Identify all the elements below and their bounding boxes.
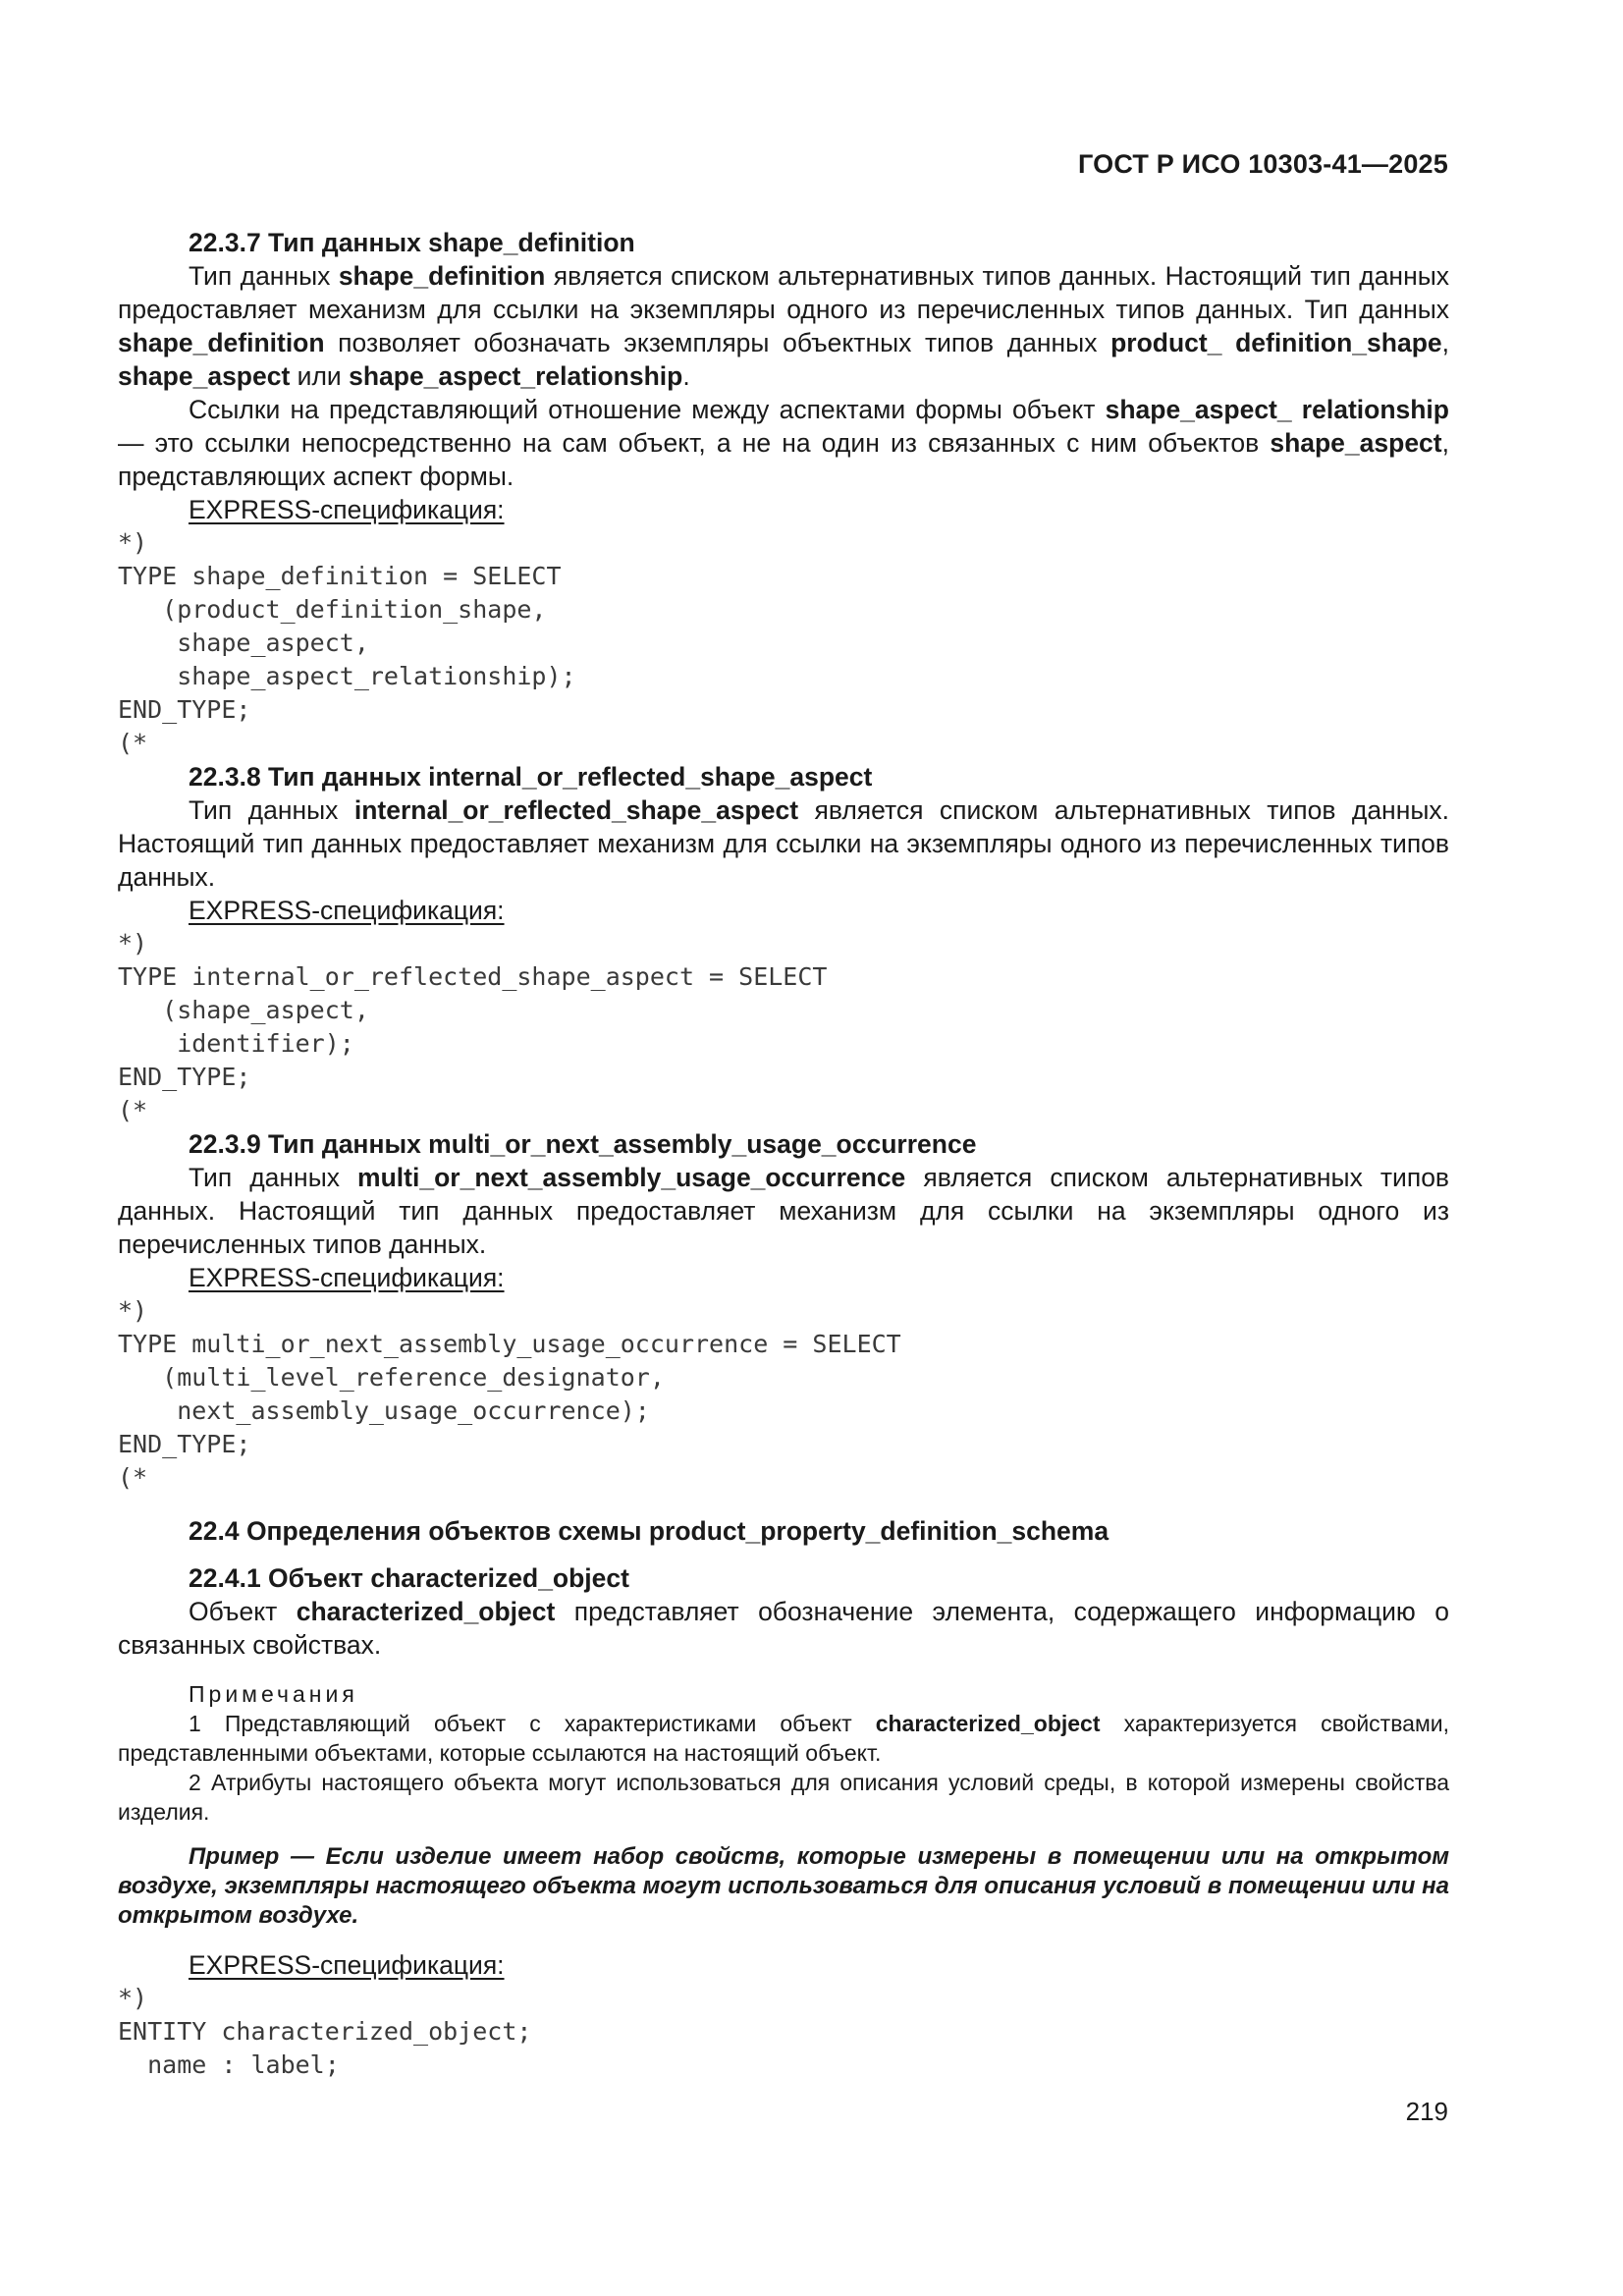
text-run: является списком альтернативных типов данных. Настоящий тип данных предоставляет механизм для ссылки на экземпляры одного из перечисленных типов данных. (118, 795, 1449, 892)
text-run: Объект (189, 1597, 297, 1626)
section-heading: 22.4.1 Объект characterized_object (189, 1563, 629, 1593)
paragraph (118, 259, 1449, 393)
bold-term: characterized_object (296, 1597, 556, 1626)
paragraph (118, 1161, 1449, 1261)
note (118, 1709, 1449, 1768)
text-run: является списком альтернативных типов данных. Настоящий тип данных предоставляет механизм для ссылки на экземпляры одного из перечисленных типов данных. Тип данных (118, 261, 1450, 324)
text-run: 1 Представляющий объект с характеристиками объект (189, 1711, 876, 1736)
bold-term: internal_or_reflected_shape_aspect (353, 795, 799, 825)
text-run: 2 Атрибуты настоящего объекта могут использоваться для описания условий среды, в которой измерены свойства изделия. (118, 1770, 1449, 1825)
bold-term: multi_or_next_assembly_usage_occurrence (357, 1163, 906, 1192)
text-run: позволяет обозначать экземпляры объектных типов данных (324, 328, 1111, 357)
bold-term: shape_definition (338, 261, 546, 291)
code-block: *) TYPE multi_or_next_assembly_usage_occurrence = SELECT (multi_level_reference_designator, next_assembly_usage_occurrence); END_TYPE; (* (118, 1296, 901, 1492)
section-heading: 22.4 Определения объектов схемы product_property_definition_schema (189, 1516, 1109, 1546)
text-run: Тип данных (189, 795, 354, 825)
note (118, 1768, 1449, 1827)
page-number: 219 (1405, 2097, 1448, 2126)
document-header: ГОСТ Р ИСО 10303-41—2025 (1078, 149, 1448, 179)
text-run: — это ссылки непосредственно на сам объект, а не на один из связанных с ним объектов (118, 428, 1271, 458)
express-label: EXPRESS-спецификация: (189, 1950, 505, 1980)
text-run: . (682, 361, 690, 391)
text-run: , (1441, 328, 1449, 357)
bold-term: shape_aspect (118, 361, 291, 391)
bold-term: shape_aspect_ relationship (1105, 395, 1449, 424)
text-run: представляет обозначение элемента, содержащего информацию о связанных свойствах. (118, 1597, 1449, 1660)
bold-term: characterized_object (875, 1711, 1101, 1736)
paragraph (118, 393, 1449, 493)
notes-title: Примечания (189, 1681, 358, 1707)
bold-term: shape_aspect_relationship (349, 361, 683, 391)
section-heading: 22.3.7 Тип данных shape_definition (189, 228, 635, 257)
code-block: *) TYPE shape_definition = SELECT (product_definition_shape, shape_aspect, shape_aspect_relationship); END_TYPE; (* (118, 528, 576, 757)
section-heading: 22.3.8 Тип данных internal_or_reflected_shape_aspect (189, 762, 873, 792)
paragraph (118, 793, 1449, 894)
bold-term: product_ definition_shape (1110, 328, 1442, 357)
express-label: EXPRESS-спецификация: (189, 1263, 505, 1292)
paragraph (118, 1595, 1449, 1662)
example-text: Пример — Если изделие имеет набор свойств, которые измерены в помещении или на открытом воздухе, экземпляры настоящего объекта могут использоваться для описания условий в помещении или на открытом воздухе. (118, 1843, 1449, 1929)
text-run: или (290, 361, 350, 391)
text-run: Тип данных (189, 1163, 358, 1192)
text-run: Тип данных (189, 261, 339, 291)
text-run: , представляющих аспект формы. (118, 428, 1449, 491)
express-label: EXPRESS-спецификация: (189, 495, 505, 524)
text-run: является списком альтернативных типов данных. Настоящий тип данных предоставляет механизм для ссылки на экземпляры одного из перечисленных типов данных. (118, 1163, 1450, 1259)
express-label: EXPRESS-спецификация: (189, 896, 505, 925)
bold-term: shape_definition (118, 328, 325, 357)
text-run: Ссылки на представляющий отношение между аспектами формы объект (189, 395, 1106, 424)
page-content (118, 226, 1449, 2082)
text-run: характеризуется свойствами, представленными объектами, которые ссылаются на настоящий объект. (118, 1711, 1450, 1766)
code-block: *) TYPE internal_or_reflected_shape_aspect = SELECT (shape_aspect, identifier); END_TYPE; (* (118, 929, 828, 1124)
code-block: *) ENTITY characterized_object; name : label; (118, 1984, 532, 2079)
section-heading: 22.3.9 Тип данных multi_or_next_assembly_usage_occurrence (189, 1129, 977, 1159)
bold-term: shape_aspect (1270, 428, 1442, 458)
